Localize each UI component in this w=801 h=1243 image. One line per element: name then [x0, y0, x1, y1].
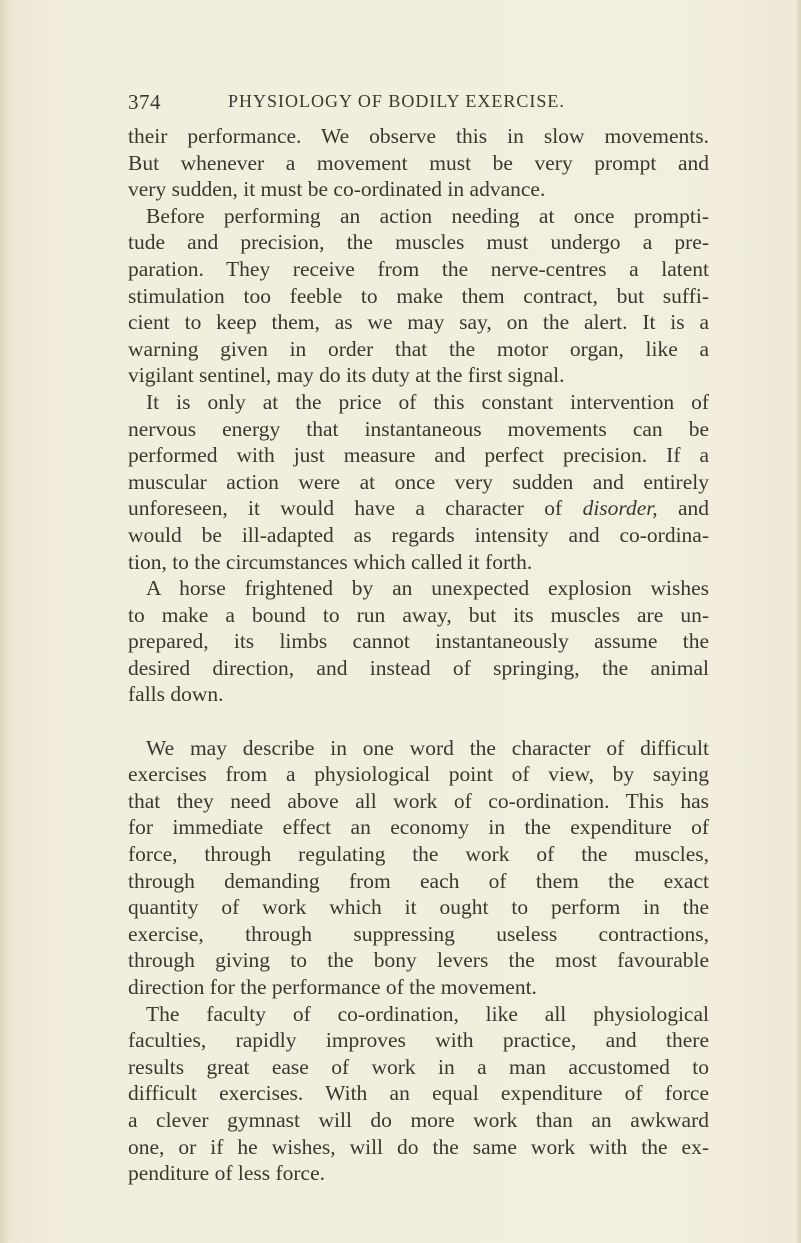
- text-line: performed with just measure and perfect precision. If a: [128, 443, 709, 468]
- text-line: stimulation too feeble to make them contract, but suffi-: [128, 283, 709, 308]
- running-title: PHYSIOLOGY OF BODILY EXERCISE.: [228, 91, 565, 111]
- text-line: tude and precision, the muscles must undergo a pre-: [128, 230, 709, 255]
- text-line: to make a bound to run away, but its muscles are un-: [128, 602, 709, 627]
- text-line: Before performing an action needing at once prompti-: [146, 203, 709, 228]
- text-segment: and: [677, 496, 710, 521]
- text-line: vigilant sentinel, may do its duty at the first signal.: [128, 363, 565, 388]
- paragraph-gap: [128, 708, 709, 735]
- text-line: exercise, through suppressing useless contractions,: [128, 921, 709, 946]
- text-line: for immediate effect an economy in the expenditure of: [128, 815, 709, 840]
- text-line: We may describe in one word the character of difficult: [146, 735, 709, 760]
- text-segment: unforeseen, it would have a character of: [128, 496, 563, 521]
- body-text: [128, 123, 709, 1187]
- text-line: cient to keep them, as we may say, on the alert. It is a: [128, 310, 709, 335]
- text-line: It is only at the price of this constant intervention of: [146, 389, 709, 414]
- text-line: would be ill-adapted as regards intensity and co-ordina-: [128, 522, 709, 547]
- text-line: one, or if he wishes, will do the same work with the ex-: [128, 1134, 709, 1159]
- text-line: force, through regulating the work of the muscles,: [128, 842, 709, 867]
- text-line: that they need above all work of co-ordination. This has: [128, 788, 709, 813]
- italic-word-disorder: disorder,: [582, 496, 658, 521]
- text-line: through giving to the bony levers the most favourable: [128, 948, 709, 973]
- text-line: direction for the performance of the movement.: [128, 975, 537, 999]
- text-line: But whenever a movement must be very prompt and: [128, 150, 709, 175]
- text-line: through demanding from each of them the exact: [128, 868, 709, 893]
- text-line: falls down.: [128, 682, 224, 707]
- text-line: A horse frightened by an unexpected explosion wishes: [146, 576, 709, 601]
- text-line: nervous energy that instantaneous movements can be: [128, 416, 709, 441]
- text-line: The faculty of co-ordination, like all physiological: [146, 1001, 709, 1026]
- text-line: results great ease of work in a man accustomed to: [128, 1054, 709, 1079]
- text-line: tion, to the circumstances which called it forth.: [128, 549, 533, 574]
- text-line: paration. They receive from the nerve-centres a latent: [128, 256, 709, 281]
- text-line: a clever gymnast will do more work than an awkward: [128, 1107, 709, 1132]
- text-line: penditure of less force.: [128, 1161, 326, 1186]
- text-line: warning given in order that the motor organ, like a: [128, 336, 709, 361]
- text-line: prepared, its limbs cannot instantaneously assume the: [128, 629, 709, 654]
- text-line: quantity of work which it ought to perform in the: [128, 895, 709, 920]
- text-line-with-italic: [128, 495, 709, 522]
- text-line: desired direction, and instead of springing, the animal: [128, 655, 709, 680]
- page-header: [128, 90, 648, 116]
- page-number: 374: [128, 90, 161, 114]
- text-line: exercises from a physiological point of view, by saying: [128, 762, 709, 787]
- text-line: their performance. We observe this in slow movements.: [128, 124, 709, 148]
- page-left-edge-shadow: [0, 0, 10, 1243]
- text-line: difficult exercises. With an equal expenditure of force: [128, 1081, 709, 1106]
- text-line: very sudden, it must be co-ordinated in advance.: [128, 177, 546, 202]
- text-line: muscular action were at once very sudden and entirely: [128, 469, 709, 494]
- page-right-edge-shadow: [795, 0, 801, 1243]
- text-line: faculties, rapidly improves with practice, and there: [128, 1028, 709, 1053]
